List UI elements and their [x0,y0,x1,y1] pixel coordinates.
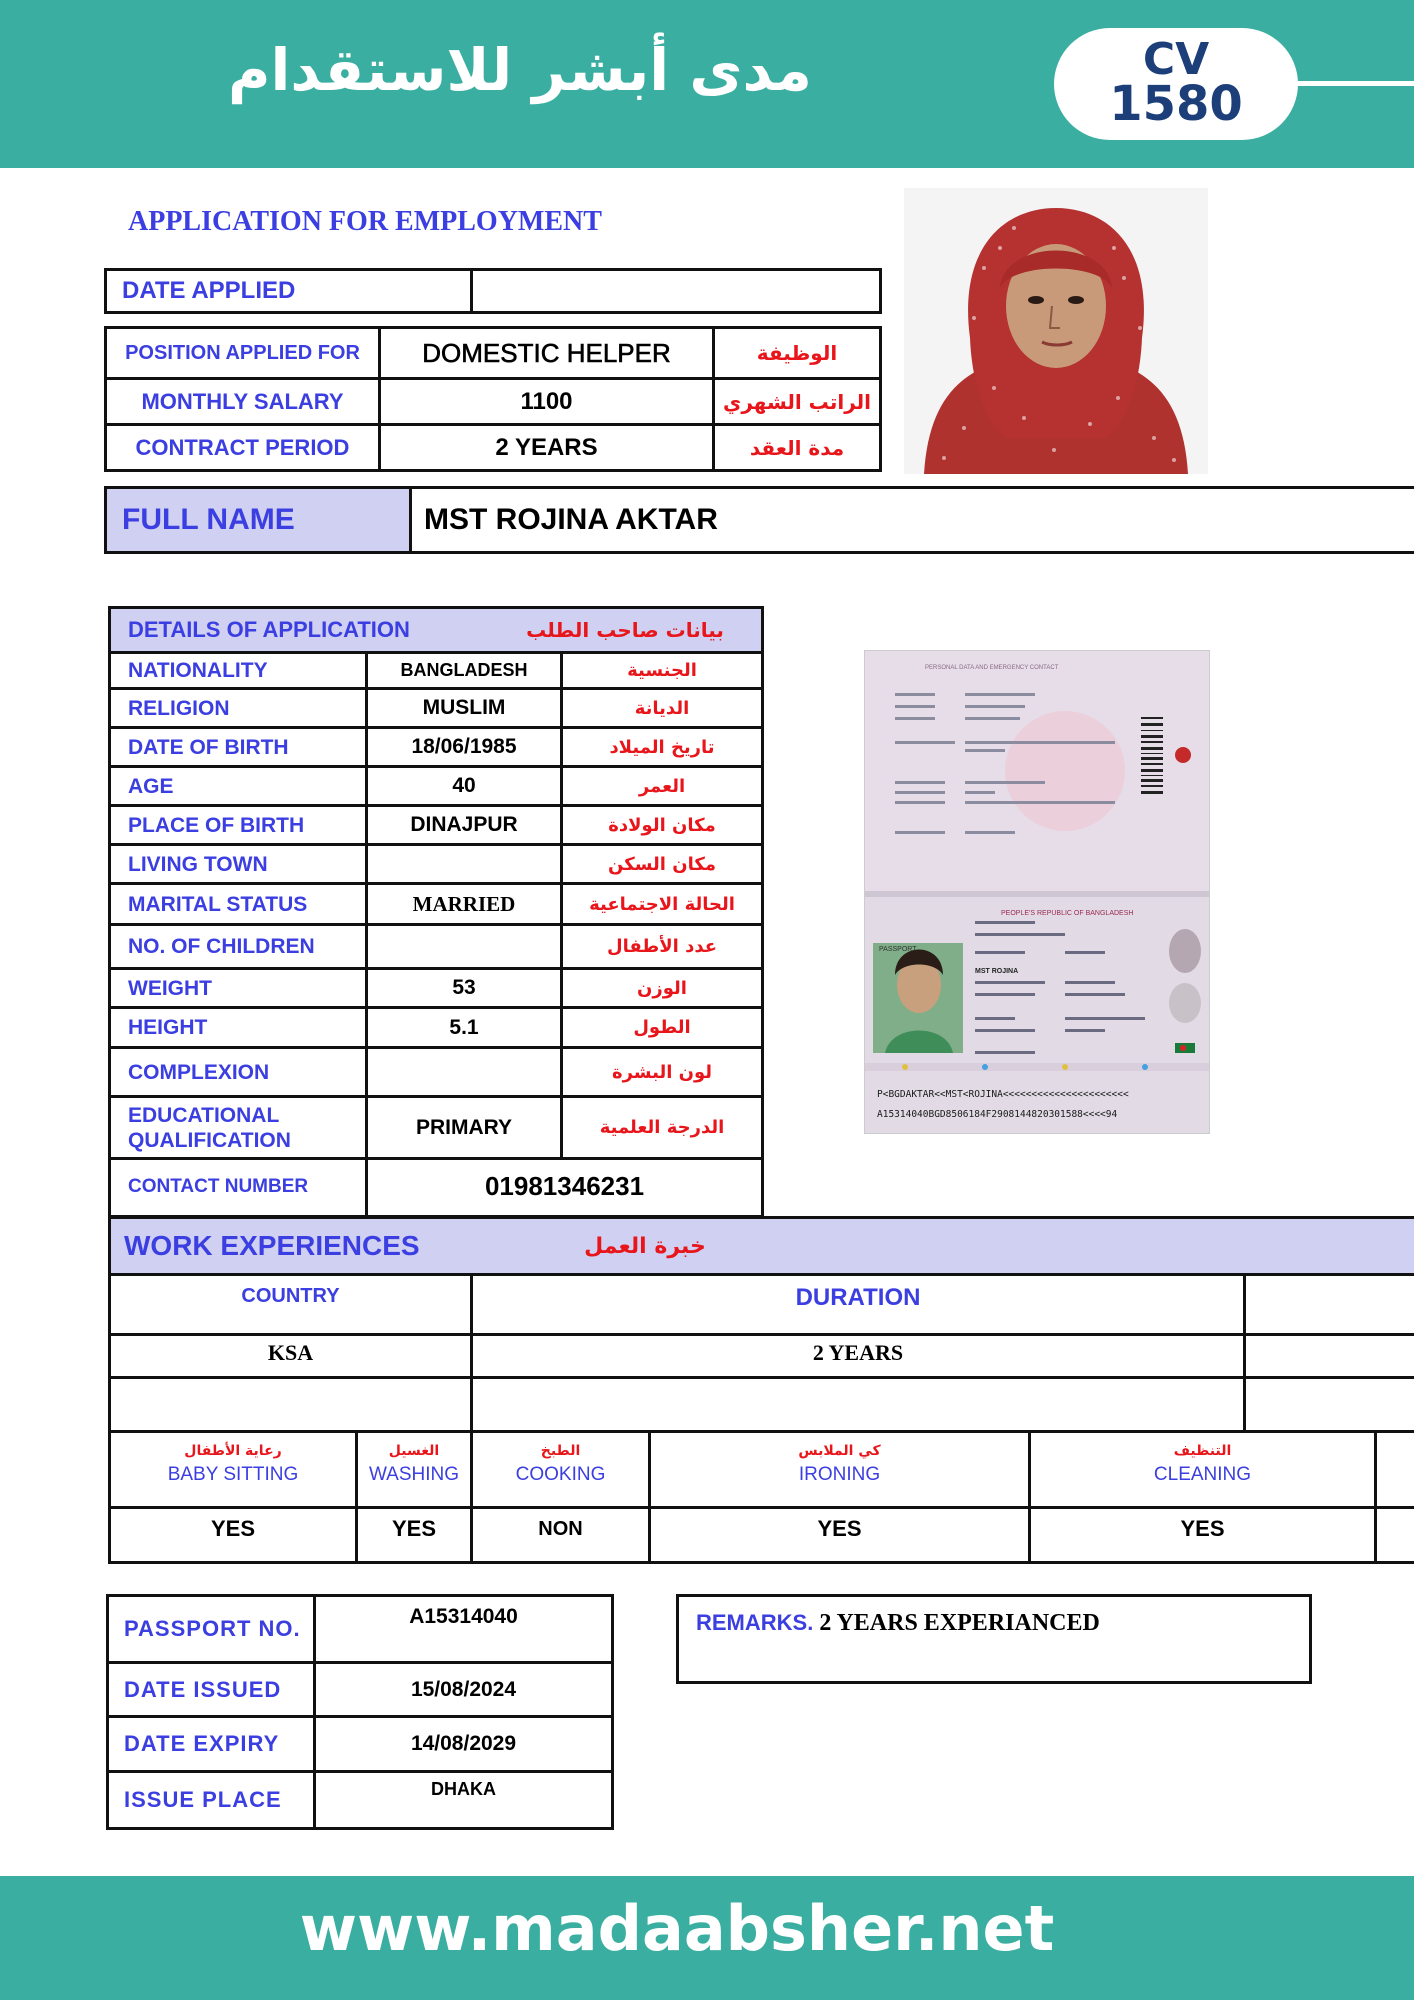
skill-arabic: كي الملابس [798,1443,881,1459]
details-label: NATIONALITY [128,659,268,682]
skill-label: IRONING [798,1464,881,1485]
passport-name-line: MST ROJINA [975,968,1019,975]
applicant-photo [904,188,1208,474]
details-label: RELIGION [128,696,230,720]
details-arabic: الديانة [634,697,690,719]
details-value: 18/06/1985 [411,735,517,758]
position-arabic: الوظيفة [756,341,838,365]
col-duration: DURATION [795,1284,921,1311]
passport-value: DHAKA [431,1778,496,1799]
details-value [368,1049,560,1095]
details-value [368,846,560,882]
salary-arabic: الراتب الشهري [723,389,871,414]
skill-value: YES [817,1516,862,1541]
position-label: POSITION APPLIED FOR [125,341,360,364]
details-label: LIVING TOWN [128,852,268,876]
details-label: PLACE OF BIRTH [128,813,305,837]
cv-label: CV [1142,34,1210,85]
full-name-value: MST ROJINA AKTAR [424,503,718,536]
skill-arabic: التنظيف [1173,1443,1232,1459]
details-value: 01981346231 [484,1170,645,1201]
details-arabic: الوزن [637,977,687,999]
skill-value: YES [1180,1516,1225,1541]
contract-arabic: مدة العقد [749,435,845,460]
skill-arabic: رعاية الأطفال [184,1443,282,1459]
work-country-1: KSA [267,1340,314,1365]
skill-label: COOKING [515,1464,606,1485]
skill-label: BABY SITTING [167,1464,299,1485]
skill-label: CLEANING [1153,1464,1252,1485]
passport-label: PASSPORT NO. [124,1616,301,1641]
passport-value: 15/08/2024 [410,1677,517,1701]
details-header-arabic: بيانات صاحب الطلب [526,618,724,642]
details-arabic: الطول [633,1017,691,1038]
skill-value: NON [538,1517,583,1540]
skill-arabic: الطبخ [540,1443,581,1459]
details-value: MARRIED [412,891,516,916]
salary-value: 1100 [520,387,573,415]
work-duration-2 [473,1379,1243,1429]
details-arabic: مكان الولادة [608,814,716,836]
details-value: 40 [452,774,476,797]
details-arabic: عدد الأطفال [606,936,718,957]
date-applied-label: DATE APPLIED [122,277,296,304]
mrz-line-1: P<BGDAKTAR<<MST<ROJINA<<<<<<<<<<<<<<<<<<<<<< [877,1089,1129,1100]
date-applied-value [473,271,879,311]
portrait-image [904,188,1208,474]
details-arabic: الجنسية [627,660,697,681]
skill-label: WASHING [368,1464,460,1485]
skill-arabic: الغسيل [388,1443,440,1459]
details-value: DINAJPUR [410,813,518,836]
details-value: 5.1 [449,1015,479,1039]
details-value: PRIMARY [415,1115,513,1139]
salary-label: MONTHLY SALARY [141,388,344,414]
details-arabic: مكان السكن [608,853,716,875]
details-label: NO. OF CHILDREN [128,935,315,958]
details-label: HEIGHT [128,1016,208,1039]
passport-label: DATE EXPIRY [124,1731,280,1756]
position-value: DOMESTIC HELPER [422,337,671,368]
details-arabic: العمر [638,775,686,797]
mrz-line-2: A15314040BGD8506184F2908144820301588<<<<94 [877,1109,1118,1120]
details-label: WEIGHT [128,976,212,1000]
details-label: EDUCATIONAL QUALIFICATION [128,1103,291,1152]
brand-name: مدى أبشر للاستقدام [228,36,812,104]
divider [409,486,412,554]
details-label: AGE [128,774,174,798]
col-country: COUNTRY [241,1284,340,1307]
details-value: BANGLADESH [400,660,528,680]
passport-page-title: PERSONAL DATA AND EMERGENCY CONTACT [925,665,1059,671]
cv-badge [1054,28,1298,140]
details-arabic: الدرجة العلمية [599,1117,725,1138]
details-value: MUSLIM [422,696,506,719]
details-arabic: لون البشرة [611,1061,713,1083]
work-duration-1: 2 YEARS [812,1340,904,1365]
passport-word: PASSPORT [879,946,917,953]
header-divider-line [1296,81,1414,86]
passport-scan-image [865,651,1210,1134]
passport-country-line: PEOPLE'S REPUBLIC OF BANGLADESH [1001,910,1134,917]
details-label: DATE OF BIRTH [128,735,289,759]
passport-label: DATE ISSUED [124,1676,282,1702]
website-link[interactable]: www.madaabsher.net [299,1892,1055,1965]
details-header: DETAILS OF APPLICATION [128,617,410,642]
remarks [696,1610,1100,1637]
contract-label: CONTRACT PERIOD [135,434,350,460]
work-country-2 [111,1379,470,1429]
cv-number: 1580 [1109,76,1243,132]
details-arabic: الحالة الاجتماعية [589,893,735,915]
details-arabic: تاريخ الميلاد [609,736,715,758]
details-label: COMPLEXION [128,1060,270,1084]
skill-value: YES [391,1516,437,1541]
passport-value: 14/08/2029 [410,1732,517,1755]
details-label: MARITAL STATUS [128,892,308,916]
passport-scan [864,650,1210,1134]
details-value: 53 [452,976,476,999]
divider [1243,1273,1246,1433]
work-header: WORK EXPERIENCES [124,1230,420,1261]
remarks-box [676,1594,1312,1684]
skill-value: YES [210,1516,256,1541]
divider [1374,1430,1377,1564]
form-title: APPLICATION FOR EMPLOYMENT [128,206,602,237]
contract-value: 2 YEARS [495,433,598,461]
passport-label: ISSUE PLACE [124,1787,282,1812]
passport-value: A15314040 [409,1605,518,1628]
full-name-label: FULL NAME [122,503,295,536]
details-value [368,926,560,967]
remarks-label: REMARKS. [696,1610,814,1635]
details-label: CONTACT NUMBER [128,1175,309,1197]
remarks-value: 2 YEARS EXPERIANCED [813,1610,1100,1636]
work-header-arabic: خبرة العمل [584,1233,706,1259]
